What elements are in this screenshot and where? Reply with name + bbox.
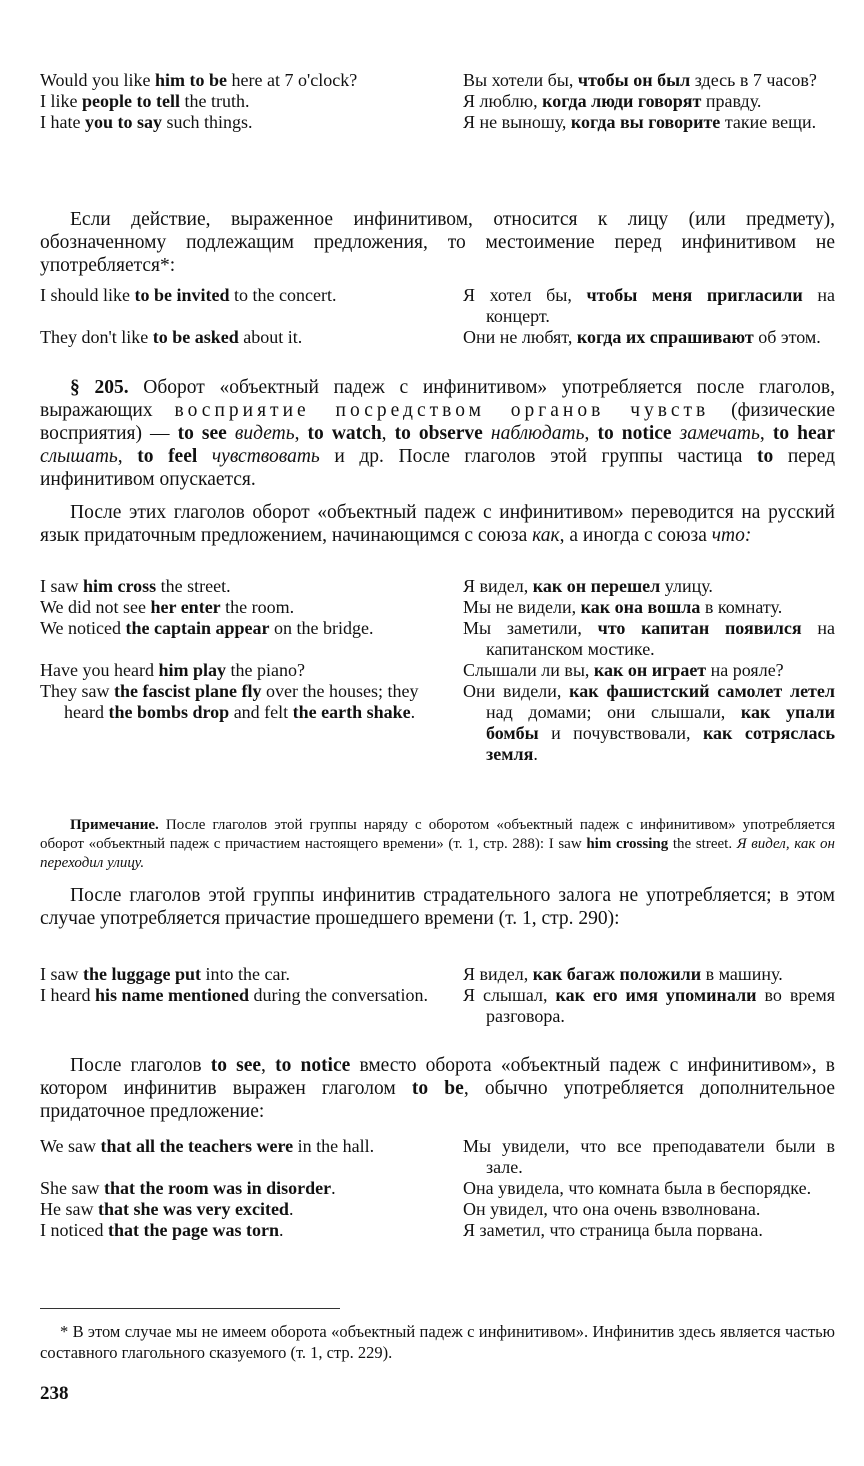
bold-term: как он перешел bbox=[532, 576, 661, 596]
example-pair bbox=[40, 1136, 835, 1178]
bold-term: that the page was torn bbox=[107, 1220, 279, 1240]
text-run: I should like bbox=[40, 285, 135, 305]
text-run bbox=[672, 423, 680, 444]
text-run: Would you like bbox=[40, 70, 156, 90]
footnote bbox=[40, 1321, 835, 1363]
text-run: на капитанском мостике. bbox=[486, 618, 835, 659]
text-run: Я видел, bbox=[463, 964, 533, 984]
text-run: , а иногда с союза bbox=[559, 525, 712, 546]
russian-translation bbox=[463, 985, 835, 1027]
text-run: about it. bbox=[238, 327, 303, 347]
text-run: Слышали ли вы, bbox=[463, 660, 594, 680]
russian-translation bbox=[463, 70, 835, 91]
text-run: в комнату. bbox=[700, 597, 783, 617]
russian-translation bbox=[463, 964, 835, 985]
english-sentence bbox=[40, 681, 428, 765]
bold-term: that she was very excited bbox=[97, 1199, 289, 1219]
text-run: and felt bbox=[229, 702, 293, 722]
english-sentence bbox=[40, 1136, 428, 1178]
english-sentence bbox=[40, 660, 428, 681]
paragraph-pronoun-rule bbox=[40, 208, 835, 277]
text-run: во время разговора. bbox=[486, 985, 835, 1026]
bold-term: to be asked bbox=[152, 327, 239, 347]
bold-term: как он играет bbox=[593, 660, 707, 680]
example-pair bbox=[40, 660, 835, 681]
bold-term: to observe bbox=[394, 423, 483, 444]
text-run: the street. bbox=[156, 576, 231, 596]
bold-term: him crossing bbox=[586, 836, 669, 852]
russian-translation bbox=[463, 1178, 835, 1199]
russian-translation bbox=[463, 327, 835, 348]
text-run: such things. bbox=[162, 112, 253, 132]
paragraph-section-205 bbox=[40, 376, 835, 491]
bold-term: как она вошла bbox=[580, 597, 701, 617]
bold-term: что капитан появился bbox=[597, 618, 802, 638]
bold-term: that the room was in disorder bbox=[104, 1178, 332, 1198]
russian-translation bbox=[463, 1199, 835, 1220]
italic-translation: чувствовать bbox=[211, 446, 320, 467]
bold-term: как багаж положили bbox=[532, 964, 702, 984]
example-pair bbox=[40, 985, 835, 1027]
text-run: здесь в 7 часов? bbox=[690, 70, 817, 90]
example-pair bbox=[40, 597, 835, 618]
bold-term: that all the teachers were bbox=[100, 1136, 294, 1156]
russian-translation bbox=[463, 660, 835, 681]
text-run: . bbox=[288, 1199, 294, 1219]
page-number: 238 bbox=[40, 1383, 69, 1404]
russian-translation bbox=[463, 576, 835, 597]
italic-translation: слышать bbox=[40, 446, 118, 467]
english-sentence bbox=[40, 112, 428, 133]
example-pair bbox=[40, 70, 835, 91]
bold-term: to notice bbox=[275, 1055, 351, 1076]
bold-term: the fascist plane fly bbox=[113, 681, 262, 701]
text-run: правду. bbox=[701, 91, 762, 111]
text-run: улицу. bbox=[660, 576, 713, 596]
bold-term: to feel bbox=[137, 446, 198, 467]
text-run: , bbox=[261, 1055, 276, 1076]
russian-translation bbox=[463, 681, 835, 765]
text-run bbox=[197, 446, 212, 467]
text-run: Вы хотели бы, bbox=[463, 70, 578, 90]
bold-term: the bombs drop bbox=[108, 702, 230, 722]
example-block-2 bbox=[40, 285, 835, 348]
italic-translation: что: bbox=[711, 525, 752, 546]
text-run: Оборот «объектный падеж с инфинитивом» употребляется после глаголов, выражающих bbox=[40, 377, 835, 421]
text-run: Если действие, выраженное инфинитивом, относится к лицу (или предмету), обозначенному подлежащим предложения, то местоимение перед инфинитивом не употребляется*: bbox=[40, 209, 835, 276]
text-run: . bbox=[278, 1220, 284, 1240]
russian-translation bbox=[463, 618, 835, 660]
text-run: Они видели, bbox=[463, 681, 570, 701]
italic-translation: Я видел, как он переходил улицу. bbox=[40, 836, 835, 871]
bold-term: to see bbox=[177, 423, 227, 444]
text-run: , bbox=[381, 423, 395, 444]
text-run: * В этом случае мы не имеем оборота «объектный падеж с инфинитивом». Инфинитив здесь является частью составного глагольного сказуемого (т. 1, стр. 229). bbox=[40, 1322, 835, 1362]
english-sentence bbox=[40, 285, 428, 327]
bold-term: the earth shake bbox=[292, 702, 411, 722]
text-run: Have you heard bbox=[40, 660, 159, 680]
bold-term: как упали бомбы bbox=[486, 702, 835, 743]
bold-term: § 205. bbox=[70, 377, 129, 398]
text-run: на рояле? bbox=[706, 660, 784, 680]
text-run: I heard bbox=[40, 985, 95, 1005]
text-run: Я видел, bbox=[463, 576, 533, 596]
text-run: об этом. bbox=[753, 327, 821, 347]
text-run: такие вещи. bbox=[720, 112, 817, 132]
bold-term: his name mentioned bbox=[94, 985, 249, 1005]
text-run: , bbox=[294, 423, 308, 444]
english-sentence bbox=[40, 1199, 428, 1220]
example-pair bbox=[40, 1199, 835, 1220]
russian-translation bbox=[463, 597, 835, 618]
english-sentence bbox=[40, 327, 428, 348]
italic-translation: как bbox=[532, 525, 560, 546]
text-run: I hate bbox=[40, 112, 85, 132]
example-block-1 bbox=[40, 70, 835, 133]
text-run: вместо оборота «объектный падеж с инфинитивом», в котором инфинитив выражен глаголом bbox=[40, 1055, 836, 1099]
paragraph-translation bbox=[40, 501, 835, 547]
example-pair bbox=[40, 91, 835, 112]
text-run: и почувствовали, bbox=[538, 723, 703, 743]
text-run: Он увидел, что она очень взволнована. bbox=[463, 1199, 761, 1219]
russian-translation bbox=[463, 285, 835, 327]
english-sentence bbox=[40, 1220, 428, 1241]
bold-term: people to tell bbox=[82, 91, 180, 111]
english-sentence bbox=[40, 618, 428, 660]
bold-term: как его имя упоминали bbox=[555, 985, 757, 1005]
text-run: the room. bbox=[220, 597, 295, 617]
text-run: in the hall. bbox=[293, 1136, 375, 1156]
text-run: We did not see bbox=[40, 597, 151, 617]
paragraph-passive bbox=[40, 884, 835, 930]
example-pair bbox=[40, 618, 835, 660]
text-run: over the houses; they heard bbox=[64, 681, 419, 722]
text-run: I saw bbox=[40, 576, 83, 596]
text-run: . bbox=[410, 702, 416, 722]
text-run: , обычно употребляется дополнительное придаточное предложение: bbox=[40, 1078, 835, 1122]
text-run: После глаголов этой группы инфинитив страдательного залога не употребляется; в этом случае употребляется причастие прошедшего времени (т. 1, стр. 290): bbox=[40, 885, 835, 929]
text-run: Мы увидели, что все преподаватели были в зале. bbox=[463, 1136, 835, 1177]
bold-term: him cross bbox=[83, 576, 157, 596]
text-run: , bbox=[117, 446, 138, 467]
text-run: . bbox=[331, 1178, 336, 1198]
text-run: here at 7 o'clock? bbox=[227, 70, 358, 90]
text-run: the piano? bbox=[225, 660, 305, 680]
text-run: Они не любят, bbox=[463, 327, 577, 347]
bold-term: to be bbox=[411, 1078, 464, 1099]
bold-term: to see bbox=[210, 1055, 262, 1076]
bold-term: чтобы меня пригласили bbox=[586, 285, 803, 305]
russian-translation bbox=[463, 1220, 835, 1241]
russian-translation bbox=[463, 112, 835, 133]
english-sentence bbox=[40, 576, 428, 597]
example-pair bbox=[40, 327, 835, 348]
text-run: . bbox=[533, 744, 538, 764]
text-run: После глаголов этой группы наряду с оборотом «объектный падеж с инфинитивом» употребляется оборот «объектный падеж с причастием настоящего времени» (т. 1, стр. 288): I saw bbox=[40, 817, 835, 852]
bold-term: him to be bbox=[155, 70, 228, 90]
footnote-divider bbox=[40, 1308, 340, 1309]
bold-term: чтобы он был bbox=[577, 70, 691, 90]
example-block-5 bbox=[40, 1136, 835, 1241]
text-run: Я слышал, bbox=[463, 985, 556, 1005]
example-pair bbox=[40, 964, 835, 985]
english-sentence bbox=[40, 70, 428, 91]
example-pair bbox=[40, 681, 835, 765]
bold-term: когда их спрашивают bbox=[576, 327, 754, 347]
bold-term: the luggage put bbox=[83, 964, 202, 984]
bold-term: Примечание. bbox=[70, 817, 159, 833]
text-run: She saw bbox=[40, 1178, 104, 1198]
text-run: Я не выношу, bbox=[463, 112, 571, 132]
bold-term: the captain appear bbox=[125, 618, 270, 638]
text-run: I saw bbox=[40, 964, 83, 984]
text-run: Она увидела, что комната была в беспорядке. bbox=[463, 1178, 812, 1198]
english-sentence bbox=[40, 1178, 428, 1199]
text-run: They saw bbox=[40, 681, 114, 701]
text-run: into the car. bbox=[201, 964, 290, 984]
bold-term: как сотряслась земля bbox=[486, 723, 835, 764]
text-run: (физические восприятия) — bbox=[40, 400, 835, 444]
text-run: He saw bbox=[40, 1199, 98, 1219]
example-pair bbox=[40, 576, 835, 597]
text-run bbox=[483, 423, 491, 444]
text-run: They don't like bbox=[40, 327, 153, 347]
text-run: и др. После глаголов этой группы частица bbox=[319, 446, 758, 467]
bold-term: to bbox=[757, 446, 774, 467]
bold-term: to watch bbox=[307, 423, 382, 444]
italic-translation: видеть bbox=[234, 423, 295, 444]
english-sentence bbox=[40, 964, 428, 985]
example-pair bbox=[40, 1220, 835, 1241]
text-run: , bbox=[759, 423, 773, 444]
bold-term: him play bbox=[158, 660, 226, 680]
text-run: После глаголов bbox=[70, 1055, 211, 1076]
text-run: the truth. bbox=[179, 91, 250, 111]
text-run: Я люблю, bbox=[463, 91, 543, 111]
bold-term: to hear bbox=[772, 423, 836, 444]
text-run: on the bridge. bbox=[269, 618, 374, 638]
italic-translation: наблюдать bbox=[490, 423, 585, 444]
example-pair bbox=[40, 285, 835, 327]
italic-translation: замечать bbox=[679, 423, 760, 444]
bold-term: to notice bbox=[597, 423, 672, 444]
text-run: , bbox=[584, 423, 598, 444]
bold-term: to be invited bbox=[134, 285, 230, 305]
text-run: После этих глаголов оборот «объектный падеж с инфинитивом» переводится на русский язык придаточным предложением, начинающимся с союза bbox=[40, 502, 835, 546]
text-run: в машину. bbox=[701, 964, 783, 984]
example-pair bbox=[40, 112, 835, 133]
english-sentence bbox=[40, 985, 428, 1027]
english-sentence bbox=[40, 91, 428, 112]
text-run: to the concert. bbox=[229, 285, 337, 305]
text-run: during the conversation. bbox=[248, 985, 428, 1005]
russian-translation bbox=[463, 1136, 835, 1178]
text-run: Мы заметили, bbox=[463, 618, 598, 638]
example-block-3 bbox=[40, 576, 835, 765]
text-run: I like bbox=[40, 91, 82, 111]
text-run: на концерт. bbox=[486, 285, 835, 326]
text-run: We saw bbox=[40, 1136, 101, 1156]
bold-term: как фашистский самолет летел bbox=[569, 681, 835, 701]
note-paragraph bbox=[40, 816, 835, 873]
paragraph-see-notice bbox=[40, 1054, 835, 1123]
text-run: We noticed bbox=[40, 618, 126, 638]
text-run: Я заметил, что страница была порвана. bbox=[463, 1220, 763, 1240]
text-run: перед инфинитивом опускается. bbox=[40, 446, 835, 490]
russian-translation bbox=[463, 91, 835, 112]
example-pair bbox=[40, 1178, 835, 1199]
text-run: I noticed bbox=[40, 1220, 108, 1240]
text-run: Мы не видели, bbox=[463, 597, 581, 617]
text-run: над домами; они слышали, bbox=[486, 702, 741, 722]
bold-term: her enter bbox=[150, 597, 221, 617]
text-run: the street. bbox=[668, 836, 737, 852]
bold-term: когда люди говорят bbox=[542, 91, 702, 111]
english-sentence bbox=[40, 597, 428, 618]
bold-term: you to say bbox=[84, 112, 162, 132]
text-run: Я хотел бы, bbox=[463, 285, 587, 305]
bold-term: когда вы говорите bbox=[570, 112, 721, 132]
text-run bbox=[227, 423, 235, 444]
spaced-emphasis: восприятие посредством органов чувств bbox=[174, 400, 710, 421]
example-block-4 bbox=[40, 964, 835, 1027]
